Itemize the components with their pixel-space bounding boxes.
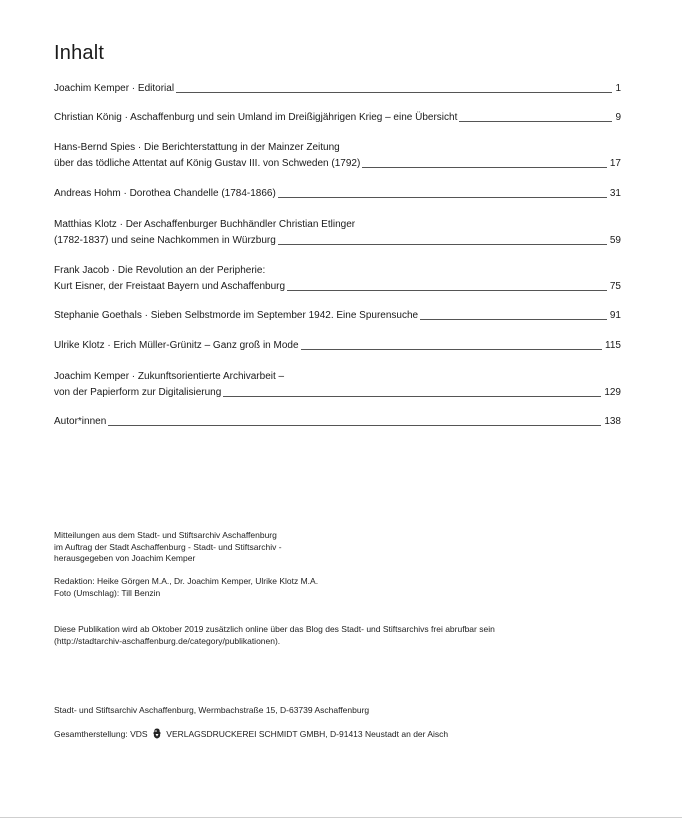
address-line: Stadt- und Stiftsarchiv Aschaffenburg, Wermbachstraße 15, D-63739 Aschaffenburg: [54, 705, 370, 715]
toc-entry-autoren: [54, 414, 621, 430]
photo-credit: Foto (Umschlag): Till Benzin: [54, 587, 161, 598]
toc-entry-klotz-m: [54, 217, 621, 249]
series-line: herausgegeben von Joachim Kemper: [54, 553, 196, 563]
toc-page-number: 17: [609, 158, 621, 169]
toc-entry-kemper: [54, 369, 621, 401]
editorial-credits: [54, 576, 318, 599]
toc-page-number: 75: [609, 281, 621, 292]
toc-page-number: 31: [609, 188, 621, 199]
online-line: (http://stadtarchiv-aschaffenburg.de/category/publikationen).: [54, 635, 281, 646]
toc-entry-text: Christian König · Aschaffenburg und sein Umland im Dreißigjährigen Krieg – eine Übersicht: [54, 112, 458, 123]
toc-entry-hohm: [54, 186, 621, 202]
toc-page-number: 129: [604, 387, 621, 398]
toc-leader: [287, 290, 607, 291]
toc-page-number: 138: [604, 416, 621, 427]
page-title: Inhalt: [54, 42, 105, 64]
toc-entry-koenig: [54, 110, 621, 126]
archive-address: [54, 705, 369, 717]
series-line: im Auftrag der Stadt Aschaffenburg - Stadt- und Stiftsarchiv -: [54, 541, 282, 552]
toc-page-number: 59: [609, 235, 621, 246]
page-bottom-rule: [0, 817, 682, 818]
toc-entry-text: (1782-1837) und seine Nachkommen in Würzburg: [54, 235, 276, 246]
online-line: Diese Publikation wird ab Oktober 2019 zusätzlich online über das Blog des Stadt- und Stiftsarchivs frei abrufbar sein: [54, 624, 495, 634]
toc-entry-text: über das tödliche Attentat auf König Gustav III. von Schweden (1792): [54, 158, 361, 169]
toc-entry-text: Ulrike Klotz · Erich Müller-Grünitz – Ganz groß in Mode: [54, 340, 299, 351]
toc-page-number: 115: [605, 340, 621, 351]
toc-leader: [420, 319, 607, 320]
toc-entry-editorial: [54, 81, 621, 97]
toc-entry-text: Hans-Bernd Spies · Die Berichterstattung in der Mainzer Zeitung: [54, 142, 340, 153]
toc-leader: [278, 197, 607, 198]
toc-entry-klotz-u: [54, 338, 621, 354]
series-line: Mitteilungen aus dem Stadt- und Stiftsarchiv Aschaffenburg: [54, 530, 277, 540]
production-suffix: VERLAGSDRUCKEREI SCHMIDT GMBH, D-91413 Neustadt an der Aisch: [166, 729, 449, 739]
production-credit: [54, 728, 448, 741]
toc-leader: [176, 92, 612, 93]
toc-leader: [278, 244, 607, 245]
toc-entry-text: Joachim Kemper · Editorial: [54, 83, 175, 94]
toc-leader: [459, 121, 612, 122]
series-info: [54, 530, 282, 565]
toc-page-number: 1: [615, 83, 621, 94]
toc-entry-goethals: [54, 308, 621, 324]
toc-entry-text: Kurt Eisner, der Freistaat Bayern und Aschaffenburg: [54, 281, 286, 292]
toc-leader: [301, 349, 603, 350]
toc-leader: [362, 167, 607, 168]
toc-page-number: 91: [609, 310, 621, 321]
toc-entry-spies: [54, 140, 621, 172]
toc-leader: [108, 425, 601, 426]
toc-entry-text: Stephanie Goethals · Sieben Selbstmorde im September 1942. Eine Spurensuche: [54, 310, 419, 321]
vds-logo-icon: [152, 728, 162, 739]
production-prefix: Gesamtherstellung: VDS: [54, 729, 148, 739]
toc-entry-jacob: [54, 263, 621, 295]
toc-leader: [223, 396, 601, 397]
toc-entry-text: Joachim Kemper · Zukunftsorientierte Archivarbeit –: [54, 371, 285, 382]
online-notice: [54, 624, 495, 647]
toc-entry-text: Frank Jacob · Die Revolution an der Peripherie:: [54, 265, 266, 276]
toc-entry-text: Autor*innen: [54, 416, 107, 427]
toc-entry-text: von der Papierform zur Digitalisierung: [54, 387, 222, 398]
toc-entry-text: Andreas Hohm · Dorothea Chandelle (1784-1866): [54, 188, 276, 199]
editors-line: Redaktion: Heike Görgen M.A., Dr. Joachim Kemper, Ulrike Klotz M.A.: [54, 576, 319, 586]
toc-page-number: 9: [615, 112, 621, 123]
toc-entry-text: Matthias Klotz · Der Aschaffenburger Buchhändler Christian Etlinger: [54, 219, 356, 230]
